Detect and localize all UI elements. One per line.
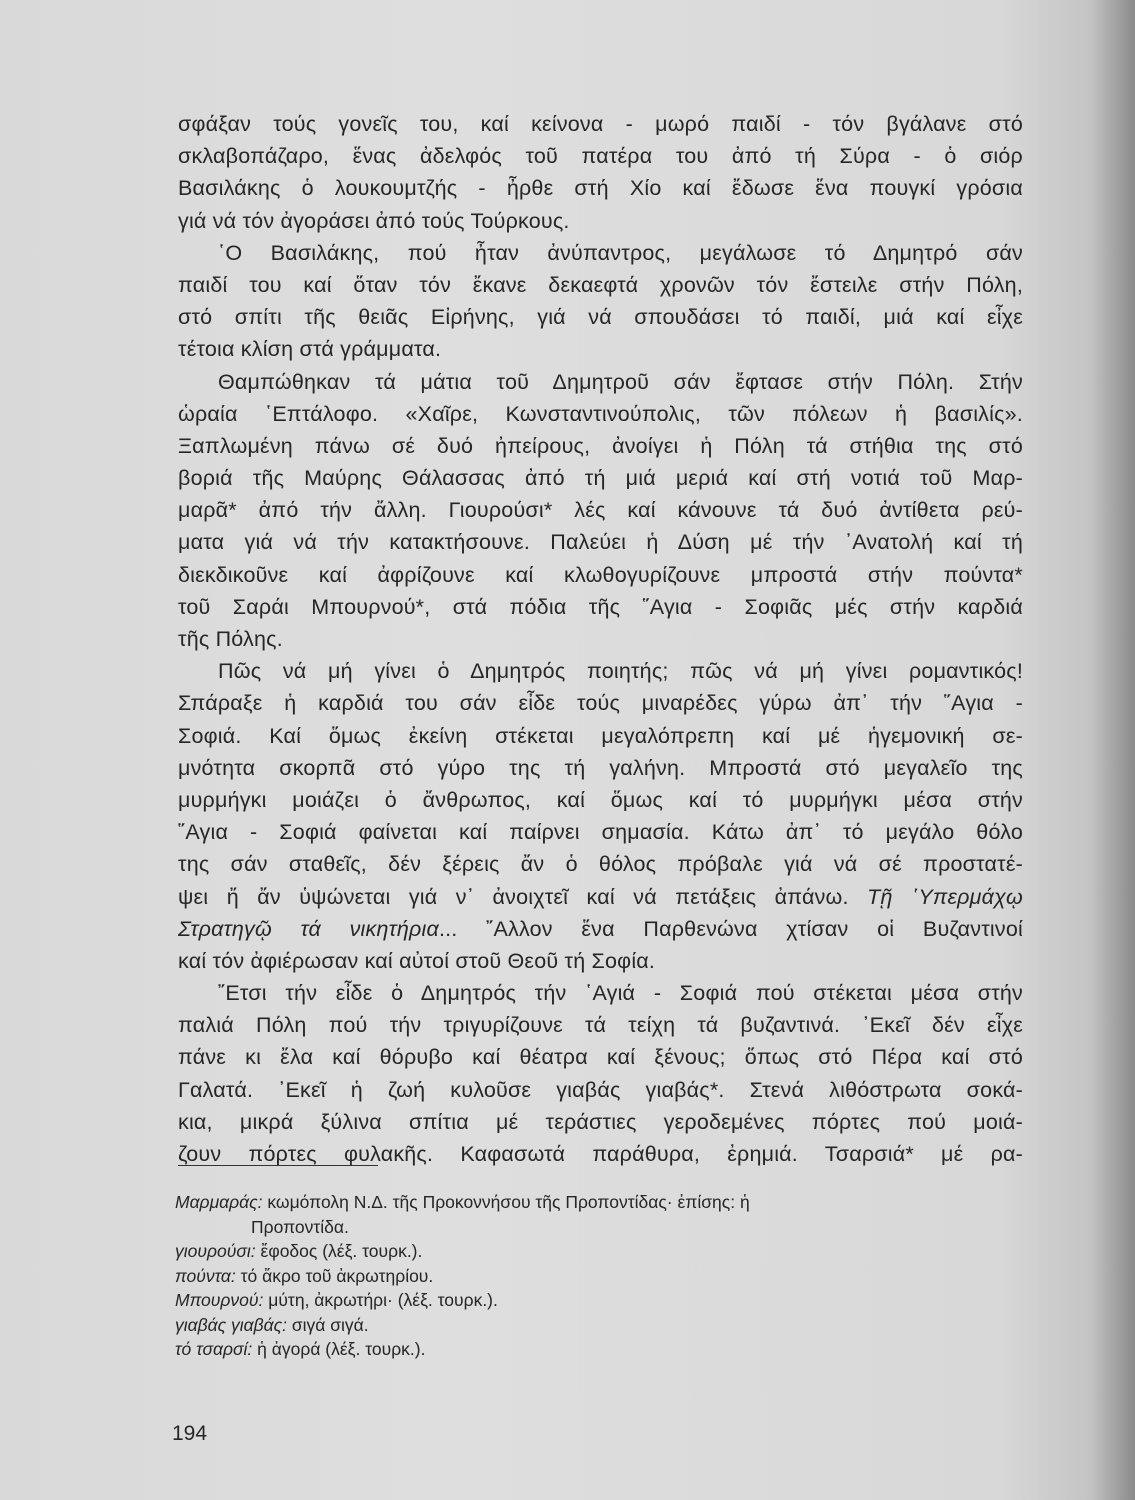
text-line-content: ῾Ο Βασιλάκης, πού ἦταν ἀνύπαντρος, μεγάλωσε τό Δημητρό σάν	[218, 240, 1023, 265]
italic-phrase: Τῇ ῾Υπερμάχῳ	[867, 884, 1023, 909]
footnote-definition: μύτη, ἀκρωτήρι· (λέξ. τουρκ.).	[263, 1290, 498, 1310]
text-line	[178, 848, 1023, 880]
text-line-content: Σοφιά. Καί ὅμως ἐκείνη στέκεται μεγαλόπρεπη καί μέ ἡγεμονική σε-	[178, 723, 1023, 748]
text-line	[178, 1074, 1023, 1106]
footnote	[175, 1313, 1035, 1338]
text-line	[178, 269, 1023, 301]
text-line-content: στό σπίτι τῆς θειᾶς Εἰρήνης, γιά νά σπουδάσει τό παιδί, μιά καί εἶχε	[178, 305, 1023, 330]
text-line	[178, 333, 1023, 365]
text-line-content: ψει ἤ ἄν ὑψώνεται γιά ν᾿ ἀνοιχτεῖ καί νά πετάξεις ἀπάνω.	[178, 884, 849, 909]
text-line	[178, 913, 1023, 945]
text-line-content: διεκδικοῦνε καί ἀφρίζουνε καί κλωθογυρίζουνε μπροστά στήν πούντα*	[178, 562, 1023, 587]
text-line-content: μνότητα σκορπᾶ στό γύρο της τή γαλήνη. Μπροστά στό μεγαλεῖο της	[178, 755, 1023, 780]
text-line	[178, 140, 1023, 172]
footnote-definition: τό ἄκρο τοῦ ἀκρωτηρίου.	[235, 1265, 434, 1286]
text-line	[178, 977, 1023, 1009]
text-line-content: τῆς Πόλης.	[178, 627, 283, 651]
footnote	[175, 1337, 1035, 1362]
text-line	[178, 687, 1023, 719]
text-line-content: ζουν πόρτες φυλακῆς. Καφασωτά παράθυρα, ἐρημιά. Τσαρσιά* μέ ρα-	[178, 1142, 1023, 1166]
footnote-term: Μαρμαράς:	[175, 1192, 263, 1212]
text-line	[178, 881, 1023, 913]
footnotes	[175, 1190, 1035, 1362]
footnote	[175, 1239, 1035, 1264]
text-line-content: κια, μικρά ξύλινα σπίτια μέ τεράστιες γεροδεμένες πόρτες πού μοιά-	[178, 1109, 1023, 1134]
text-line-content: Βασιλάκης ὁ λουκουμτζής - ἦρθε στή Χίο καί ἔδωσε ἕνα πουγκί γρόσια	[178, 176, 1023, 201]
text-line-content: μυρμήγκι μοιάζει ὁ ἄνθρωπος, καί ὅμως καί τό μυρμήγκι μέσα στήν	[178, 787, 1023, 812]
page-number: 194	[172, 1422, 208, 1445]
text-line-content: πάνε κι ἔλα καί θόρυβο καί θέατρα καί ξένους; ὅπως στό Πέρα καί στό	[178, 1045, 1023, 1070]
footnote-divider	[178, 1165, 378, 1166]
footnote-definition: ἡ ἀγορά (λέξ. τουρκ.).	[252, 1339, 426, 1359]
footnote-term: πούντα:	[175, 1265, 236, 1286]
footnote-term: τό τσαρσί:	[175, 1339, 253, 1359]
text-line	[178, 526, 1023, 558]
text-line	[178, 784, 1023, 816]
text-line	[178, 430, 1023, 462]
text-line-content: ματα γιά νά τήν κατακτήσουνε. Παλεύει ἡ Δύση μέ τήν ᾿Ανατολή καί τή	[178, 530, 1023, 555]
text-line-content: Γαλατά. ᾿Εκεῖ ἡ ζωή κυλοῦσε γιαβάς γιαβάς*. Στενά λιθόστρωτα σοκά-	[178, 1077, 1023, 1102]
text-line	[178, 591, 1023, 623]
text-line	[178, 205, 1023, 237]
text-line	[178, 1106, 1023, 1138]
footnote-definition: ἔφοδος (λέξ. τουρκ.).	[255, 1241, 423, 1261]
text-line	[178, 623, 1023, 655]
text-line-content: ῞Αγια - Σοφιά φαίνεται καί παίρνει σημασία. Κάτω ἀπ᾿ τό μεγάλο θόλο	[178, 820, 1023, 845]
text-line	[178, 655, 1023, 687]
text-line	[178, 108, 1023, 140]
text-line	[178, 1009, 1023, 1041]
text-line-content: μαρᾶ* ἀπό τήν ἄλλη. Γιουρούσι* λές καί κάνουνε τά δυό ἀντίθετα ρεύ-	[178, 498, 1023, 523]
text-line-content: ὡραία ῾Επτάλοφο. «Χαῖρε, Κωνσταντινούπολις, τῶν πόλεων ἡ βασιλίς».	[178, 401, 1023, 426]
footnote-term: Μπουρνού:	[175, 1290, 264, 1310]
text-line-content: βοριά τῆς Μαύρης Θάλασσας ἀπό τή μιά μεριά καί στή νοτιά τοῦ Μαρ-	[178, 466, 1023, 491]
text-line	[178, 301, 1023, 333]
footnote-definition: σιγά σιγά.	[286, 1314, 369, 1335]
text-line-content: Θαμπώθηκαν τά μάτια τοῦ Δημητροῦ σάν ἔφτασε στήν Πόλη. Στήν	[218, 369, 1023, 394]
text-line	[178, 237, 1023, 269]
text-line	[178, 816, 1023, 848]
footnote-term: γιουρούσι:	[175, 1241, 256, 1261]
text-line	[178, 494, 1023, 526]
text-line-content: ... ῎Αλλον ἕνα Παρθενώνα χτίσαν οἱ Βυζαντινοί	[438, 916, 1023, 941]
text-line-content: Πῶς νά μή γίνει ὁ Δημητρός ποιητής; πῶς νά μή γίνει ρομαντικός!	[218, 659, 1023, 684]
italic-phrase: Στρατηγῷ τά νικητήρια	[178, 916, 439, 941]
text-line	[178, 752, 1023, 784]
text-line	[178, 366, 1023, 398]
text-line	[178, 720, 1023, 752]
text-line-content: τοῦ Σαράι Μπουρνού*, στά πόδια τῆς ῞Αγια - Σοφιᾶς μές στήν καρδιά	[178, 594, 1023, 619]
text-line	[178, 945, 1023, 977]
footnote	[175, 1190, 1035, 1215]
footnote	[175, 1264, 1035, 1289]
text-line-content: γιά νά τόν ἀγοράσει ἀπό τούς Τούρκους.	[178, 208, 570, 233]
footnote-term: γιαβάς γιαβάς:	[175, 1314, 287, 1335]
footnote-definition: Προποντίδα.	[251, 1216, 349, 1237]
footnote	[175, 1288, 1035, 1313]
text-line	[178, 398, 1023, 430]
text-line	[178, 172, 1023, 204]
text-line-content: ῎Ετσι τήν εἶδε ὁ Δημητρός τήν ῾Αγιά - Σοφιά πού στέκεται μέσα στήν	[218, 981, 1023, 1006]
text-line-content: παλιά Πόλη πού τήν τριγυρίζουνε τά τείχη τά βυζαντινά. ᾿Εκεῖ δέν εἶχε	[178, 1013, 1023, 1038]
text-line	[178, 559, 1023, 591]
text-line	[178, 1041, 1023, 1073]
text-line-content: σφάξαν τούς γονεῖς του, καί κείνονα - μωρό παιδί - τόν βγάλανε στό	[178, 112, 1023, 136]
text-line-content: τέτοια κλίση στά γράμματα.	[178, 337, 442, 362]
footnote-definition: κωμόπολη Ν.Δ. τῆς Προκοννήσου τῆς Προποντίδας· ἐπίσης: ἡ	[262, 1192, 750, 1212]
body-text	[178, 108, 1023, 1170]
text-line-content: Ξαπλωμένη πάνω σέ δυό ἠπείρους, ἀνοίγει ἡ Πόλη τά στήθια της στό	[178, 433, 1023, 458]
text-line-content: παιδί του καί ὅταν τόν ἔκανε δεκαεφτά χρονῶν τόν ἔστειλε στήν Πόλη,	[178, 272, 1023, 297]
text-line-content: της σάν σταθεῖς, δέν ξέρεις ἄν ὁ θόλος πρόβαλε γιά νά σέ προστατέ-	[178, 852, 1023, 877]
text-line-content: καί τόν ἀφιέρωσαν καί αὐτοί στοῦ Θεοῦ τή Σοφία.	[178, 948, 656, 973]
text-line	[178, 462, 1023, 494]
text-line-content: σκλαβοπάζαρο, ἕνας ἀδελφός τοῦ πατέρα του ἀπό τή Σύρα - ὁ σιόρ	[178, 144, 1023, 169]
footnote	[175, 1215, 1035, 1240]
text-line-content: Σπάραξε ἡ καρδιά του σάν εἶδε τούς μιναρέδες γύρω ἀπ᾿ τήν ῞Αγια -	[178, 691, 1023, 716]
